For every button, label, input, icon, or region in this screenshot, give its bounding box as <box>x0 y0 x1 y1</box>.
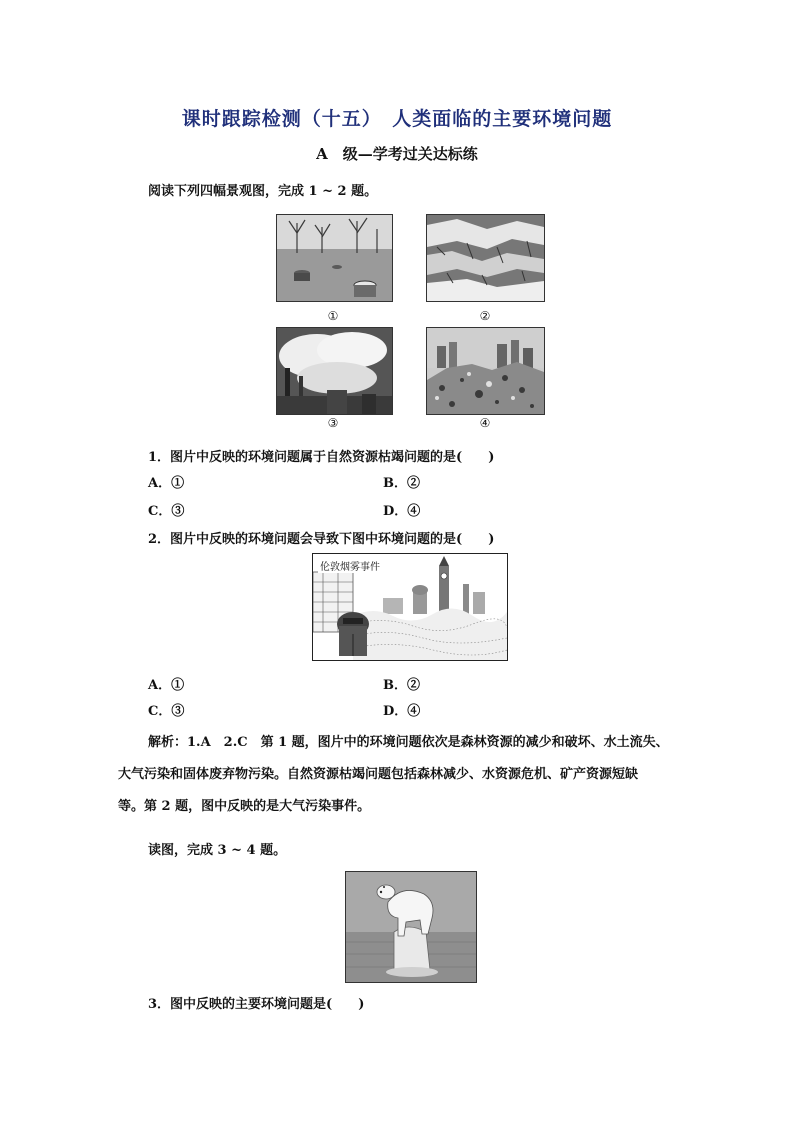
section-subtitle: A 级—学考过关达标练 <box>316 145 478 163</box>
section1-intro: 阅读下列四幅景观图，完成 1 ~ 2 题。 <box>148 184 378 199</box>
question-1-stem: 1．图片中反映的环境问题属于自然资源枯竭问题的是( ) <box>148 450 495 465</box>
page-title: 课时跟踪检测（十五） 人类面临的主要环境问题 <box>181 108 613 130</box>
photo-soil-erosion <box>426 214 545 302</box>
question-1-option-d[interactable]: D．④ <box>383 504 421 519</box>
analysis-line-2: 大气污染和固体废弃物污染。自然资源枯竭问题包括森林减少、水资源危机、矿产资源短缺 <box>118 767 639 782</box>
question-1-option-b[interactable]: B．② <box>383 476 420 491</box>
question-1-option-c[interactable]: C．③ <box>148 504 185 519</box>
analysis-line-3: 等。第 2 题，图中反映的是大气污染事件。 <box>118 799 371 814</box>
question-2-stem: 2．图片中反映的环境问题会导致下图中环境问题的是( ) <box>148 532 495 547</box>
figure-label: 伦敦烟雾事件 <box>318 558 382 573</box>
photo-polar-bear <box>345 871 477 983</box>
question-3-stem: 3．图中反映的主要环境问题是( ) <box>148 997 365 1012</box>
question-2-option-c[interactable]: C．③ <box>148 704 185 719</box>
photo-solid-waste <box>426 327 545 415</box>
question-2-option-a[interactable]: A．① <box>148 678 185 693</box>
photo-caption-1: ① <box>327 309 339 323</box>
question-2-option-d[interactable]: D．④ <box>383 704 421 719</box>
question-2-option-b[interactable]: B．② <box>383 678 420 693</box>
photo-caption-3: ③ <box>327 416 339 430</box>
photo-caption-4: ④ <box>479 416 491 430</box>
section2-intro: 读图，完成 3 ~ 4 题。 <box>148 843 287 858</box>
figure-london-smog <box>312 553 508 661</box>
question-1-option-a[interactable]: A．① <box>148 476 185 491</box>
photo-caption-2: ② <box>479 309 491 323</box>
photo-deforestation <box>276 214 393 302</box>
photo-air-pollution <box>276 327 393 415</box>
analysis-line-1: 解析：1.A 2.C 第 1 题，图片中的环境问题依次是森林资源的减少和破坏、水土流失、 <box>148 735 669 750</box>
